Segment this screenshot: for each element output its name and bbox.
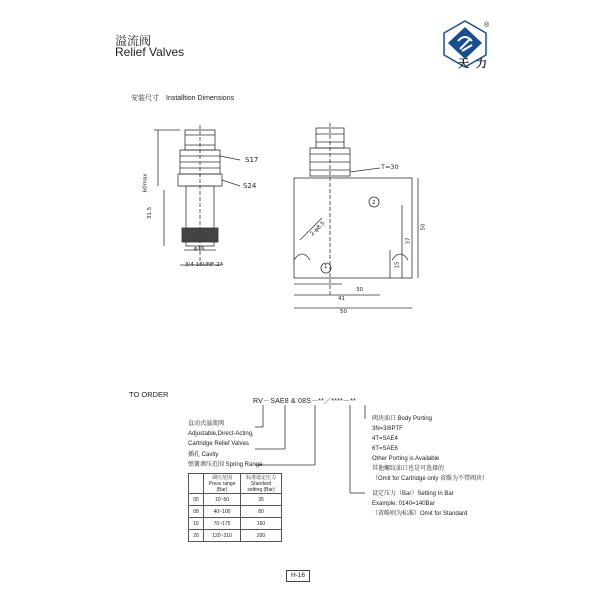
page-number: H-16 [286,570,310,582]
diameter-label: φ16 [194,246,205,252]
diag-label: 2-φ8.5 [309,220,327,238]
s17-label: S17 [245,156,259,164]
height-total-label: 60max [142,173,149,193]
page-title-cn: 溢流阀 [115,34,152,48]
height-body-label: 31.5 [147,206,154,220]
cartridge-drawing-left [140,120,260,280]
model-code: RV－SAE8 & 08S－**／****－** [253,398,357,405]
dim-37-label: 37 [405,237,412,245]
order-setting-desc: 设定压力（Bar）Setting In Bar Example: 0140=140Bar （省略则为标准）Omit for Standard [372,491,468,517]
dim-30-label: 30 [356,287,363,293]
table-row: 08 40~100 80 [189,506,282,518]
to-order-heading: TO ORDER [129,390,169,399]
order-left-desc: 直动式溢流阀 Adjustable,Direct-Acting, Cartridge Relief Valves 插孔 Cavity 弹簧调压范围 Spring Range [188,421,263,468]
table-row: 05 10~50 35 [189,494,282,506]
spring-range-table [188,473,282,542]
s24-label: S24 [243,182,257,190]
installation-heading: 安装尺寸 Installtion Dimensions [131,95,235,102]
order-porting-desc: 阀块油口 Body Porting 3N=3/8PTF 4T=SAE4 6T=SAE6 Other Porting is Available 其他螺纹油口也是可选择的 （Omit for Cartridge only 省略为不带阀块） [372,416,489,482]
registered-mark: ® [484,22,490,29]
dim-15-label: 15 [394,261,401,269]
thread-label: 3/4-16UNF-2A [185,262,224,268]
dim-bottom-50-label: 50 [340,309,347,315]
dim-50-label: 50 [420,223,427,231]
table-row: 16 70~175 160 [189,518,282,530]
brand-name: 天力 [458,57,494,70]
port-1-label: 1 [324,264,328,270]
dim-41-label: 41 [338,296,345,302]
table-header-row: 调压范围 Press range (Bar) 标准设定压力 Standard setting (Bar) [189,474,282,494]
t30-label: T=30 [381,163,399,171]
port-2-label: 2 [372,200,376,206]
page-title-en: Relief Valves [115,45,185,59]
table-row: 20 120~210 200 [189,530,282,542]
